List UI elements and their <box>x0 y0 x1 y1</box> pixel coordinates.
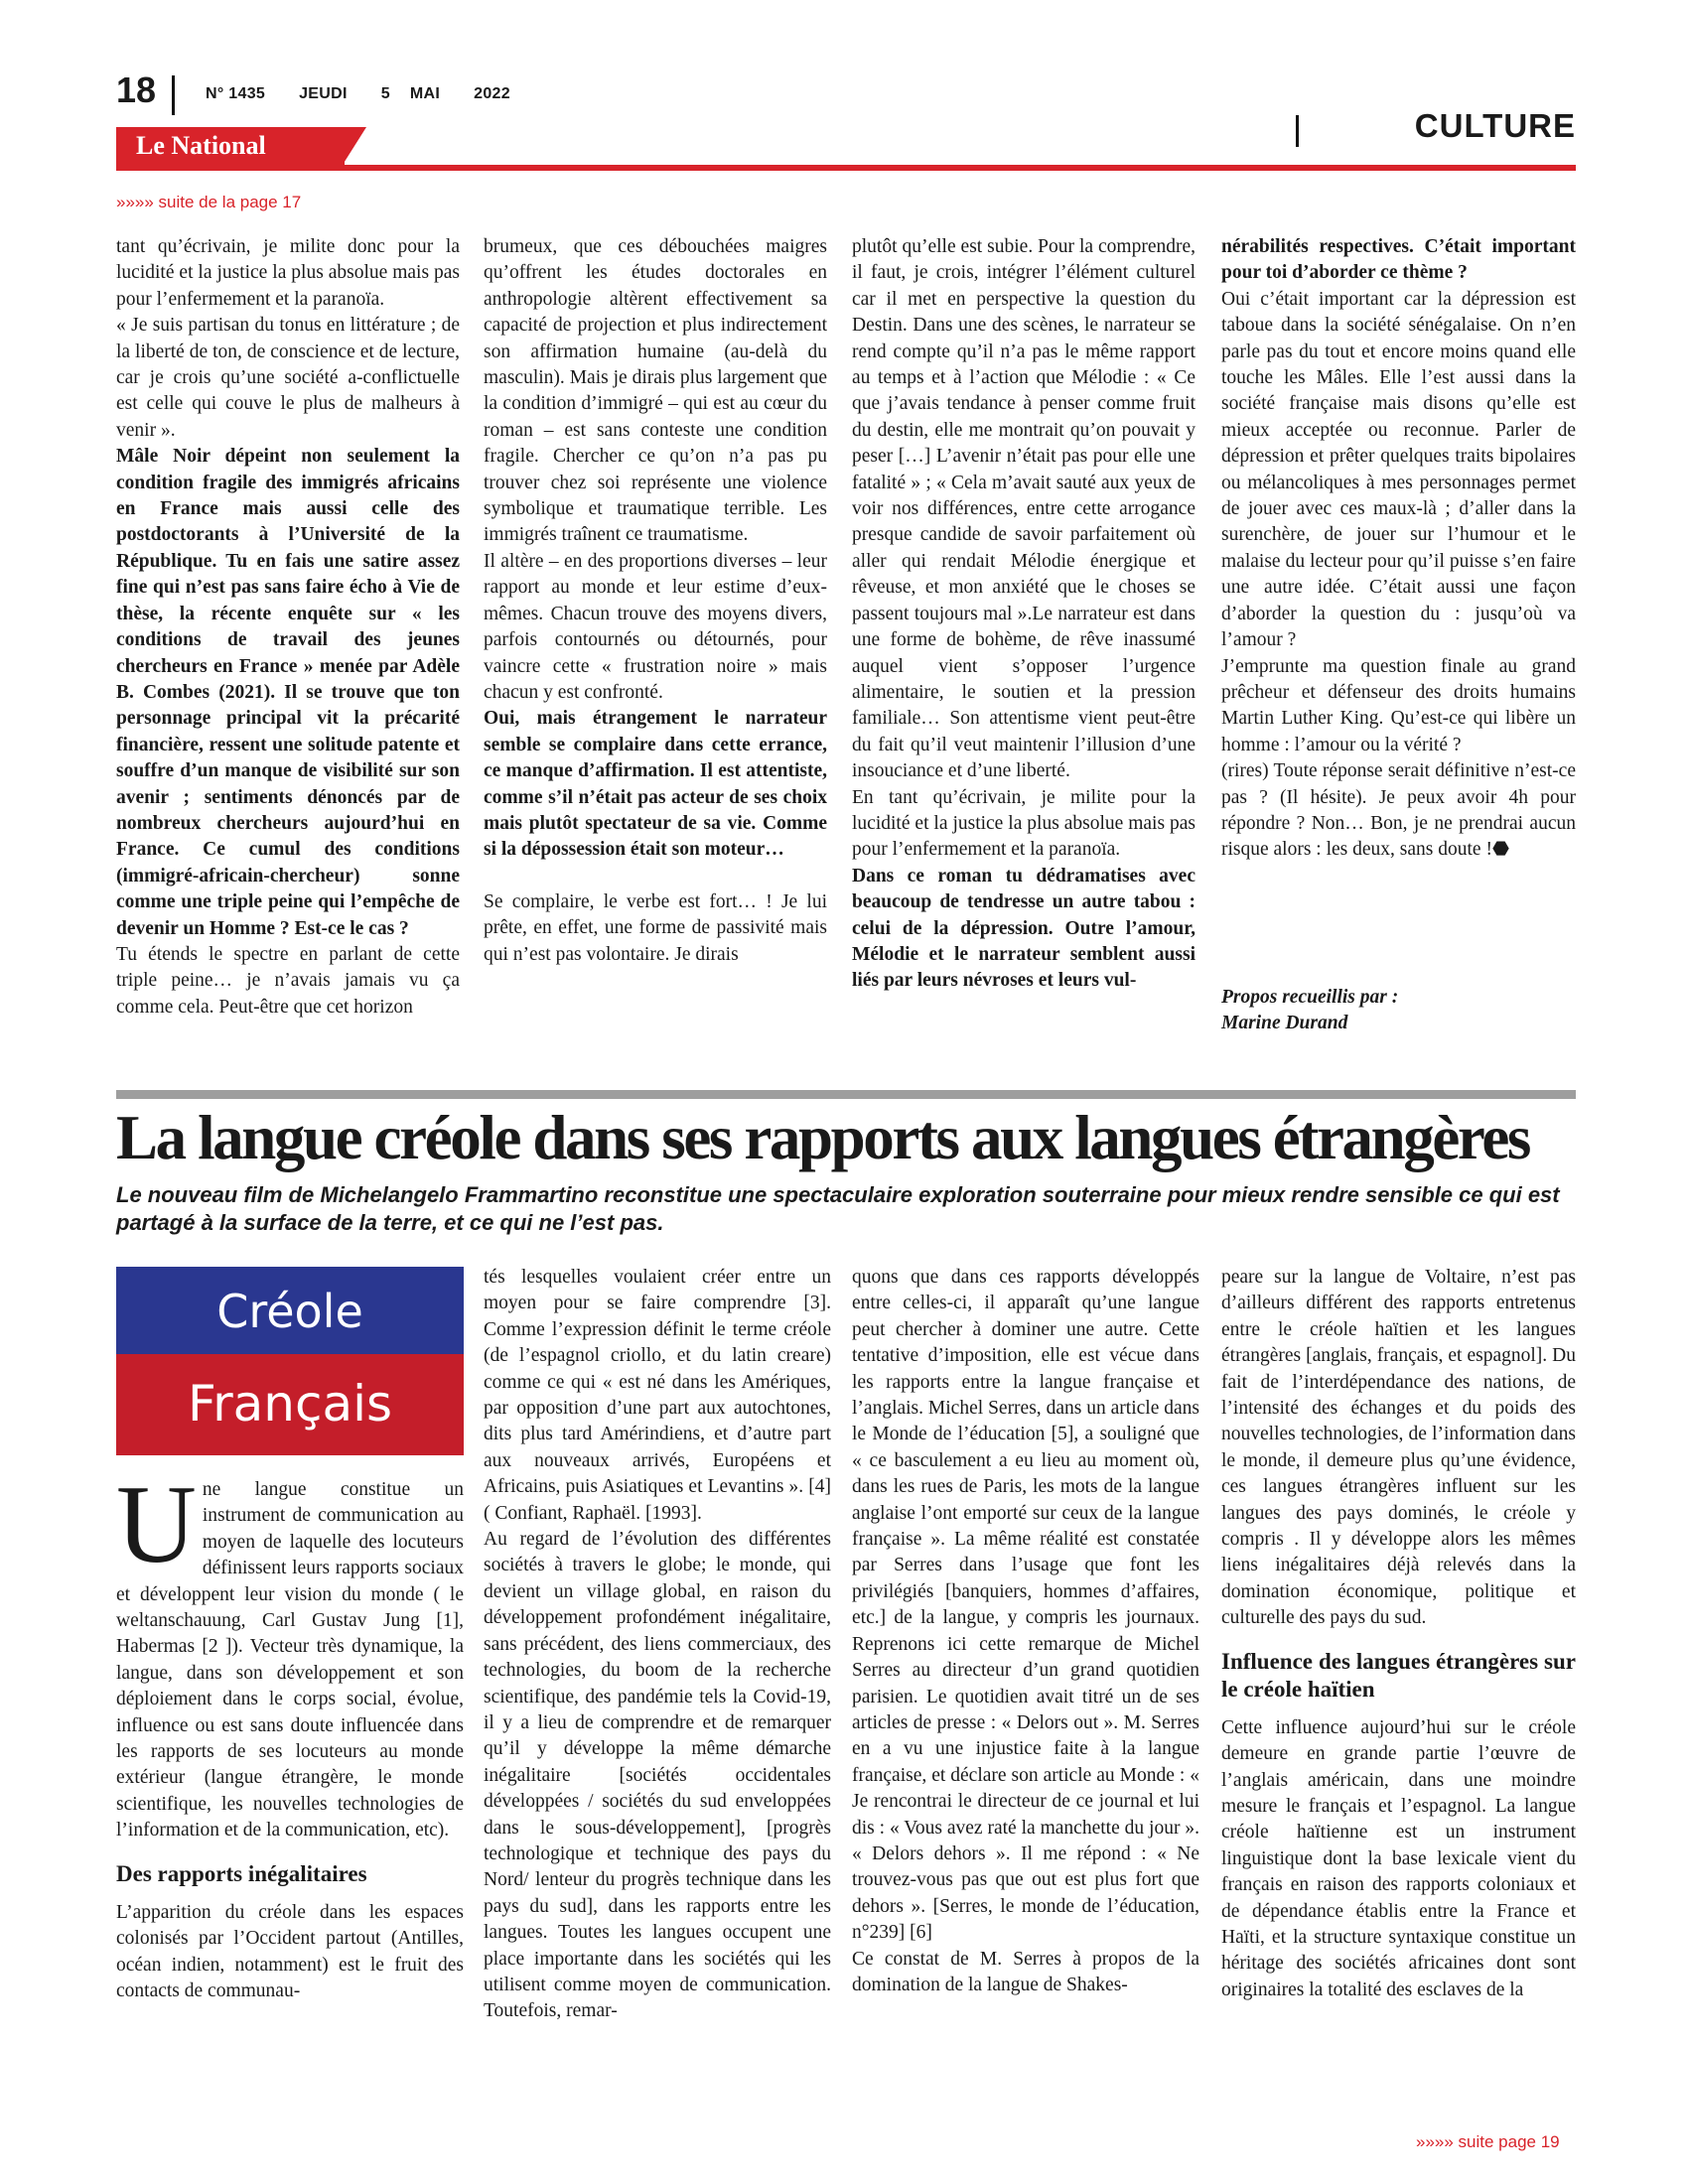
article-paragraph: Ce constat de M. Serres à propos de la domination de la langue de Shakes- <box>852 1948 1199 1995</box>
subhead-foreign-influence: Influence des langues étrangères sur le créole haïtien <box>1221 1648 1576 1702</box>
interview-question: Mâle Noir dépeint non seulement la condition fragile des immigrés africains en France mais aussi celle des postdoctorants à l’Université de la République. Tu en fais une satire assez fine qui n’est pas sans faire écho à Vie de thèse, la récente enquête sur « les conditions de travail des jeunes chercheurs en France » menée par Adèle B. Combes (2021). Il se trouve que ton personnage principal vit la précarité financière, ressent une solitude patente et souffre d’un manque de visibilité sur son avenir ; sentiments dénoncés par de nombreux chercheurs aujourd’hui en France. Ce cumul des conditions (immigré-africain-chercheur) sonne comme une triple peine qui l’empêche de devenir un Homme ? Est-ce le cas ? <box>116 446 460 939</box>
issue-day: JEUDI <box>299 85 348 102</box>
article-column-3 <box>852 1265 1199 1998</box>
interview-question: Dans ce roman tu dédramatises avec beaucoup de tendresse un autre tabou : celui de la dépression. Outre l’amour, Mélodie et le narrateur semblent aussi liés par leurs névroses et leurs vul- <box>852 865 1196 992</box>
interview-paragraph: (rires) Toute réponse serait définitive n’est-ce pas ? (Il hésite). Je peux avoir 4h pour répondre ? Non… Bon, je ne prendrai aucun risque alors : les deux, sans doute !⬣ <box>1221 760 1576 861</box>
interview-paragraph: « Je suis partisan du tonus en littérature ; de la liberté de ton, de conscience et de lecture, car je crois qu’une société a-conflictuelle est celle qui couve le plus de malheurs à venir ». <box>116 315 460 441</box>
article-paragraph: quons que dans ces rapports développés entre celles-ci, il apparaît qu’une langue peut chercher à dominer une autre. Cette tentative d’imposition, elle est vécue dans les rapports entre la langue française et l’anglais. Michel Serres, dans un article dans le Monde de l’éducation [5], a souligné que « ce basculement a eu lieu au moment où, dans les rues de Paris, les mots de la langue anglaise l’ont emporté sur ceux de la langue française ». La même réalité est constatée par Serres dans l’usage que font les privilégiés [banquiers, hommes d’affaires, etc.] de la langue, y compris les journaux. Reprenons ici cette remarque de Michel Serres au directeur d’un grand quotidien parisien. Le quotidien avait titré un de ses articles de presse : « Delors out ». M. Serres en a vu une injustice faite à la langue française, et déclare son article au Monde : « Je rencontrai le directeur de ce journal et lui dis : « Vous avez raté la manchette du jour ». « Delors dehors ». Il me répond : « Ne trouvez-vous pas que out est plus fort que dehors ». [Serres, le monde de l’éducation, n°239] [6] <box>852 1267 1199 1944</box>
header-divider <box>172 75 175 115</box>
credit-label: Propos recueillis par : <box>1221 987 1399 1008</box>
issue-date: 5 <box>380 85 390 102</box>
article-paragraph: peare sur la langue de Voltaire, n’est pas d’ailleurs différent des rapports entretenus entre le créole haïtien et les langues étrangères [anglais, français, et espagnol]. Du fait de l’interdépendance des nations, de l’intensité des échanges et du poids des nouvelles technologies, de l’information dans le monde, il demeure plus qu’une évidence, ces langues étrangères influent sur les langues des pays dominés, le créole y compris . Il y développe alors les mêmes liens inégalitaires déjà relevés dans la domination économique, politique et culturelle des pays du sud. <box>1221 1267 1576 1629</box>
interview-paragraph: plutôt qu’elle est subie. Pour la comprendre, il faut, je crois, intégrer l’élément culturel car il met en perspective la question du Destin. Dans une des scènes, le narrateur se rend compte qu’il n’a pas le même rapport au temps et à l’action que Mélodie : « Ce que j’avais tendance à penser comme fruit du destin, elle me montrait qu’on pouvait y peser […] L’avenir n’était pas pour elle une fatalité » ; « Cela m’avait sauté aux yeux de voir nos différences, entre cette arrogance presque candide de savoir parfaitement où aller qui rendait Mélodie énergique et rêveuse, et mon anxiété que le choses se passent toujours mal ».Le narrateur est dans une forme de bohème, de rêve inassumé auquel vient s’opposer l’urgence alimentaire, le soutien et la pression familiale… Son attentisme vient peut-être du fait qu’il veut maintenir l’illusion d’une insouciance et d’une liberté. <box>852 236 1196 782</box>
issue-info <box>206 85 544 103</box>
interview-credit <box>1221 985 1576 1037</box>
issue-month: MAI <box>409 85 441 102</box>
article-headline: La langue créole dans ses rapports aux langues étrangères <box>116 1103 1530 1172</box>
section-divider <box>1296 115 1299 147</box>
article-column-1 <box>116 1463 464 2004</box>
creole-francais-image <box>116 1267 464 1455</box>
newspaper-logo: Le National <box>116 127 345 165</box>
interview-paragraph: Oui c’était important car la dépression est taboue dans la société sénégalaise. On n’en parle pas du tout et encore moins quand elle touche les Mâles. Elle l’est aussi dans la société française mais disons qu’elle est mieux acceptée ou reconnue. Parler de dépression et prêter quelques traits bipolaires ou mélancoliques à mes personnages permet de jouer avec ces maux-là ; d’aller dans la surenchère, de jouer sur l’humour et le malaise du lecteur pour qu’il puisse s’en faire une autre idée. C’était aussi une façon d’aborder la question du : jusqu’où va l’amour ? <box>1221 288 1576 651</box>
article-intro: ne langue constitue un instrument de communication au moyen de laquelle des locuteurs définissent leurs rapports sociaux et développent leur vision du monde ( le weltanschauung, Carl Gustav Jung [1], Habermas [2 ]). Vecteur très dynamique, la langue, dans son développement et son déploiement dans le corps social, évolue, influence ou est sans doute influencée dans les rapports de ses locuteurs au monde extérieur (langue étrangère, le monde scientifique, les nouvelles technologies de l’information et de la communication, etc). <box>116 1479 464 1842</box>
drop-cap: U <box>116 1463 197 1586</box>
interview-paragraph: Il altère – en des proportions diverses – leur rapport au monde et leur estime d’eux-mêmes. Chacun trouve des moyens divers, parfois contournés ou détournés, pour vaincre cette « frustration noire » mais chacun y est confronté. <box>484 550 827 703</box>
interview-column-1 <box>116 234 460 1021</box>
article-paragraph: tés lesquelles voulaient créer entre un moyen pour se faire comprendre [3]. Comme l’expression définit le terme créole (de l’espagnol criollo, et du latin creare) comme ce qui « est né dans les Amériques, par opposition d’une part aux autochtones, dits plus tard Amérindiens, et d’autre part aux nouveaux arrivés, Européens et Africains, puis Asiatiques et Levantins ». [4] ( Confiant, Raphaël. [1993]. <box>484 1267 831 1524</box>
page-number: 18 <box>116 69 157 110</box>
continued-to: »»»» suite page 19 <box>1416 2132 1560 2151</box>
interview-column-3 <box>852 234 1196 995</box>
subhead-unequal-relations: Des rapports inégalitaires <box>116 1860 367 1886</box>
interview-paragraph: En tant qu’écrivain, je milite pour la lucidité et la justice la plus absolue mais pas pour l’enfermement et la paranoïa. <box>852 786 1196 861</box>
page-header <box>116 69 1576 169</box>
interview-paragraph: J’emprunte ma question finale au grand prêcheur et défenseur des droits humains Martin Luther King. Qu’est-ce qui libère un homme : l’amour ou la vérité ? <box>1221 655 1576 755</box>
interview-paragraph: tant qu’écrivain, je milite donc pour la lucidité et la justice la plus absolue mais pas pour l’enfermement et la paranoïa. <box>116 236 460 310</box>
article-paragraph: L’apparition du créole dans les espaces colonisés par l’Occident partout (Antilles, océan indien, notamment) est le fruit des contacts de communau- <box>116 1901 464 2001</box>
interview-paragraph: Se complaire, le verbe est fort… ! Je lui prête, en effet, une forme de passivité mais qui n’est pas volontaire. Je dirais <box>484 890 827 965</box>
interview-paragraph: Tu étends le spectre en parlant de cette triple peine… je n’avais jamais vu ça comme cela. Peut-être que cet horizon <box>116 943 460 1018</box>
image-creole-band: Créole <box>116 1267 464 1354</box>
interview-paragraph: brumeux, que ces débouchées maigres qu’offrent les études doctorales en anthropologie altèrent effectivement sa capacité de projection et plus indirectement son affirmation humaine (au-delà du masculin). Mais je dirais plus largement que la condition d’immigré – qui est au cœur du roman – est sans conteste une condition fragile. Chercher ce qu’on n’a pas pu trouver chez soi représente une violence symbolique et traumatique terrible. Les immigrés traînent ce traumatisme. <box>484 236 827 546</box>
interview-column-2 <box>484 234 827 968</box>
interview-question: Oui, mais étrangement le narrateur semble se complaire dans cette errance, ce manque d’affirmation. Il est attentiste, comme s’il n’était pas acteur de ses choix mais plutôt spectateur de sa vie. Comme si la dépossession était son moteur… <box>484 708 827 861</box>
continued-from: »»»» suite de la page 17 <box>116 193 302 211</box>
article-column-4 <box>1221 1265 1576 2003</box>
image-francais-band: Français <box>116 1354 464 1455</box>
section-title: CULTURE <box>1414 107 1576 144</box>
logo-tab-corner <box>343 127 366 165</box>
issue-number: N° 1435 <box>206 85 266 102</box>
issue-year: 2022 <box>474 85 510 102</box>
header-rule <box>116 165 1576 171</box>
interview-question: nérabilités respectives. C’était important pour toi d’aborder ce thème ? <box>1221 236 1576 284</box>
article-lead: Le nouveau film de Michelangelo Frammartino reconstitue une spectaculaire exploration souterraine pour mieux rendre sensible ce qui est partagé à la surface de la terre, et ce qui ne l’est pas. <box>116 1182 1560 1235</box>
article-paragraph: Cette influence aujourd’hui sur le créole demeure en grande partie l’œuvre de l’anglais américain, dans une moindre mesure le français et l’espagnol. La langue créole haïtienne est un instrument linguistique dont la base lexicale vient du français en raison des rapports coloniaux et de dépendance établis entre la France et Haïti, et la structure syntaxique constitue un héritage des sociétés africaines dont sont originaires la totalité des esclaves de la <box>1221 1716 1576 2000</box>
article-paragraph: Au regard de l’évolution des différentes sociétés à travers le globe; le monde, qui devient un village global, en raison du développement profondément inégalitaire, sans précédent, des liens commerciaux, des technologies, du boom de la recherche scientifique, des pandémie tels la Covid-19, il y a lieu de comprendre et de remarquer qu’il y développe la même démarche inégalitaire [sociétés occidentales développées / sociétés du sud enveloppées dans le sous-développement], [progrès technologique et technique des pays du Nord/ lenteur du progrès technique dans les pays du sud], dans les rapports entre les langues. Toutes les langues occupent une place importante dans les sociétés qui les utilisent comme moyen de communication. Toutefois, remar- <box>484 1529 831 2022</box>
interview-column-4 <box>1221 234 1576 864</box>
credit-name: Marine Durand <box>1221 1013 1348 1034</box>
article-column-2 <box>484 1265 831 2025</box>
